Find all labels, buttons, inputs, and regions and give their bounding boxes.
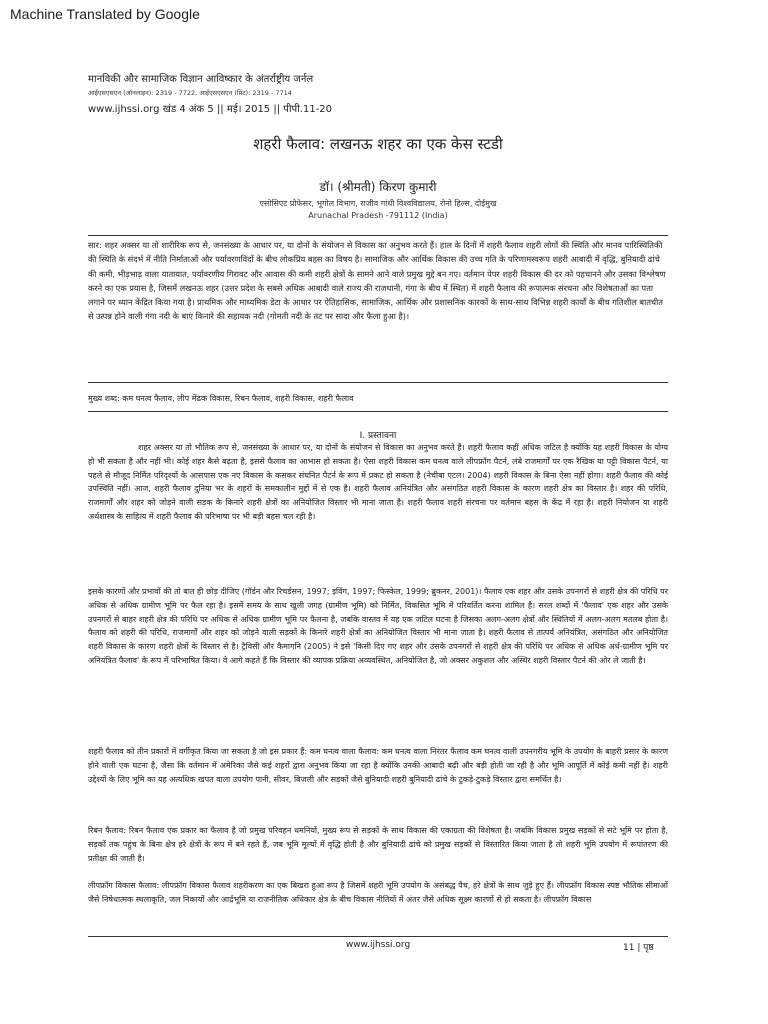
body-paragraph: इसके कारणों और प्रभावों की तो बात ही छोड़ दीजिए (गॉर्डन और रिचर्डसन, 1997; इविंग, 1997; फिस्केल, 1999; ब्रुकनर, 2001)। फैलाव एक शहर और उसके उपनगरों से शहरी क्षेत्र की परिधि पर अधिक से अधिक ग्रामीण भूमि पर फैल रहा है। इसमें समय के साथ खुली जगह (ग्रामीण भूमि) को निर्मित, विकसित भूमि में परिवर्तित करना शामिल है। सरल शब्दों में 'फैलाव' एक शहर और उसके उपनगरों से बाहर शहरी क्षेत्र की परिधि पर अधिक से अधिक ग्रामीण भूमि पर फैलना है, जबकि वास्तव में यह एक जटिल घटना है जिसका अलग-अलग क्षेत्रों और स्थितियों में अलग-अलग मतलब होता है। फैलाव को शहरी की परिधि, राजमार्गों और शहर को जोड़ने वाली सड़कों के किनारे शहरी क्षेत्रों का अनियोजित विस्तार भी माना जाता है। शहरी फैलाव से तात्पर्य अनियंत्रित, असंगठित और अनियोजित शहरी विकास के कारण शहरी क्षेत्रों के विस्तार से है। ट्रैविसी और कैमागनि (2005) ने इसे 'किसी दिए गए शहर और उसके उपनगरों से शहरी क्षेत्र की परिधि पर अधिक से अधिक अर्ध-ग्रामीण भूमि पर अनियंत्रित फैलाव' के रूप में परिभाषित किया। वे आगे कहते हैं कि विस्तार की व्यापक प्रक्रिया अव्यवस्थित, अनियोजित है, जो अक्सर अकुशल और अस्थिर शहरी विस्तार पैटर्न की ओर ले जाती है।: [88, 587, 668, 665]
body-paragraph: रिबन फैलाव: रिबन फैलाव एक प्रकार का फैलाव है जो प्रमुख परिवहन धमनियों, मुख्य रूप से सड़कों के साथ विकास की एकाग्रता की विशेषता है। जबकि विकास प्रमुख सड़कों से सटे भूमि पर होता है, सड़कों तक पहुंच के बिना क्षेत्र हरे क्षेत्रों के रूप में बने रहते हैं, जब भूमि मूल्यों में वृद्धि होती है और बुनियादी ढांचे को प्रमुख सड़कों से विस्तारित किया जाता है तो शहरी भूमि उपयोग में रूपांतरण की प्रतीक्षा की जाती है।: [88, 826, 668, 863]
abstract-text: सार: शहर अक्सर या तो शारीरिक रूप से, जनसंख्या के आधार पर, या दोनों के संयोजन से विकास का अनुभव करते हैं। हाल के दिनों में शहरी फैलाव शहरी लोगों की स्थिति और मानव पारिस्थितिकी की स्थिति के संदर्भ में नीति निर्माताओं और पर्यावरणविदों के बीच लोकप्रिय बहस का विषय है। सामाजिक और आर्थिक विकास की उच्च गति के परिणामस्वरूप शहरी आबादी में वृद्धि, बुनियादी ढांचे की कमी, भीड़भाड़ वाला यातायात, पर्यावरणीय गिरावट और आवास की कमी शहरी क्षेत्रों के सामने आने वाले प्रमुख मुद्दे बन गए। वर्तमान पेपर शहरी विकास की दर को पहचानने और उसका विश्लेषण करने का एक प्रयास है, जिसमें लखनऊ शहर (उत्तर प्रदेश के सबसे अधिक आबादी वाले राज्य की राजधानी, गंगा के बीच में स्थित) में शहरी फैलाव की रूपात्मक संरचना और विशेषताओं का पता लगाने पर ध्यान केंद्रित किया गया है। प्राथमिक और माध्यमिक डेटा के आधार पर ऐतिहासिक, सामाजिक, आर्थिक और प्रशासनिक कारकों के साथ-साथ विभिन्न शहरी कार्यों के बीच गतिशील बातचीत से उत्पन्न होने वाली गंगा नदी के बाएं किनारे की सहायक नदी (गोमती नदी के तट पर सादा और फैला हुआ है)।: [88, 240, 666, 322]
page-number: 11 | पृष्ठ: [623, 943, 654, 953]
volume-info: www.ijhssi.org खंड 4 अंक 5 || मई। 2015 || पीपी.11-20: [88, 104, 333, 115]
body-paragraph: लीपफ्रॉग विकास फैलाव: लीपफ्रॉग विकास फैलाव शहरीकरण का एक बिखरा हुआ रूप है जिसमें शहरी भूमि उपयोग के असंबद्ध पैच, हरे क्षेत्रों के साथ जुड़े हुए हैं। लीपफ्रॉग विकास स्पष्ट भौतिक सीमाओं जैसे निषेधात्मक स्थलाकृति, जल निकायों और आर्द्रभूमि या राजनीतिक अधिकार क्षेत्र के बीच विकास नीतियों में अंतर जैसे अधिक सूक्ष्म कारणों से हो सकता है। लीपफ्रॉग विकास: [88, 881, 668, 904]
footer-url: www.ijhssi.org: [345, 940, 411, 950]
section-heading-introduction: I. प्रस्तावना: [359, 431, 397, 441]
article-title: शहरी फैलाव: लखनऊ शहर का एक केस स्टडी: [253, 135, 503, 153]
author-name: डॉ। (श्रीमती) किरण कुमारी: [319, 180, 437, 194]
machine-translation-banner: Machine Translated by Google: [10, 6, 200, 22]
author-affiliation: एसोसिएट प्रोफेसर, भूगोल विभाग, राजीव गांधी विश्वविद्यालय, रोनो हिल्स, दोईमुख: [259, 199, 497, 208]
author-location: Arunachal Pradesh -791112 (India): [308, 211, 448, 220]
abstract-top-rule: [88, 235, 668, 236]
keywords-top-rule: [88, 382, 668, 383]
keywords-line: मुख्य शब्द: कम घनत्व फैलाव, लीप मेंढक विकास, रिबन फैलाव, शहरी विकास, शहरी फैलाव: [88, 394, 354, 403]
keywords-bottom-rule: [88, 411, 668, 412]
body-paragraph: शहर अक्सर या तो भौतिक रूप से, जनसंख्या के आधार पर, या दोनों के संयोजन से विकास का अनुभव करते हैं। शहरी फैलाव कहीं अधिक जटिल है क्योंकि यह शहरी विकास के योग्य हो भी सकता है और नहीं भी। कोई शहर कैसे बढ़ता है, इससे फैलाव का आभास हो सकता है। ऐसा शहरी विकास कम घनत्व वाले लीपफ्रॉग पैटर्न, लंबे राजमार्गों पर एक रैखिक या पट्टी विकास पैटर्न, या पहले से मौजूद निर्मित परिदृश्यों के आसपास एक नए विकास के कसकर संघनित पैटर्न के रूप में प्रकट हो सकता है (नेचीबा एटल। 2004) शहरी विकास के बिना ऐसा नहीं होगा। शहरी फैलाव की कोई उपस्थिति नहीं। आज, शहरी फैलाव दुनिया भर के शहरों के समकालीन मुद्दों में से एक है। शहरी फैलाव अनियंत्रित और असंगठित शहरी विकास के कारण शहरी क्षेत्र का विस्तार है। शहर की परिधि, राजमार्गों और शहर को जोड़ने वाली सड़क के किनारे शहरी क्षेत्रों का अनियोजित विस्तार भी माना जाता है। शहरी फैलाव शहरी संरचना पर वर्तमान बहस के केंद्र में रहा है। शहरी नियोजन या शहरी अर्थशास्त्र के साहित्य में शहरी फैलाव की परिभाषा पर भी बड़ी बहस चल रही है।: [88, 443, 668, 521]
journal-name: मानविकी और सामाजिक विज्ञान आविष्कार के अंतर्राष्ट्रीय जर्नल: [88, 74, 314, 85]
issn-line: आईएसएसएन (ऑनलाइन): 2319 - 7722, आईएसएसएन (प्रिंट): 2319 - 7714: [88, 89, 292, 97]
body-paragraph: शहरी फैलाव को तीन प्रकारों में वर्गीकृत किया जा सकता है जो इस प्रकार हैं: कम घनत्व वाला फैलाव: कम घनत्व वाला निरंतर फैलाव कम घनत्व वाली उपनगरीय भूमि के उपयोग के बाहरी प्रसार के कारण होने वाली एक घटना है, जैसा कि वर्तमान में अमेरिका जैसे कई शहरों द्वारा अनुभव किया जा रहा है क्योंकि उनकी आबादी बढ़ी और बड़ी होती जा रही है और भूमि आपूर्ति में कोई कमी नहीं है। शहरी उद्देश्यों के लिए भूमि का यह अत्यधिक खपत वाला उपयोग पानी, सीवर, बिजली और सड़कों जैसे बुनियादी शहरी बुनियादी ढांचे के टुकड़े-टुकड़े विस्तार द्वारा समर्थित है।: [88, 747, 668, 784]
footer-rule: [88, 936, 668, 937]
